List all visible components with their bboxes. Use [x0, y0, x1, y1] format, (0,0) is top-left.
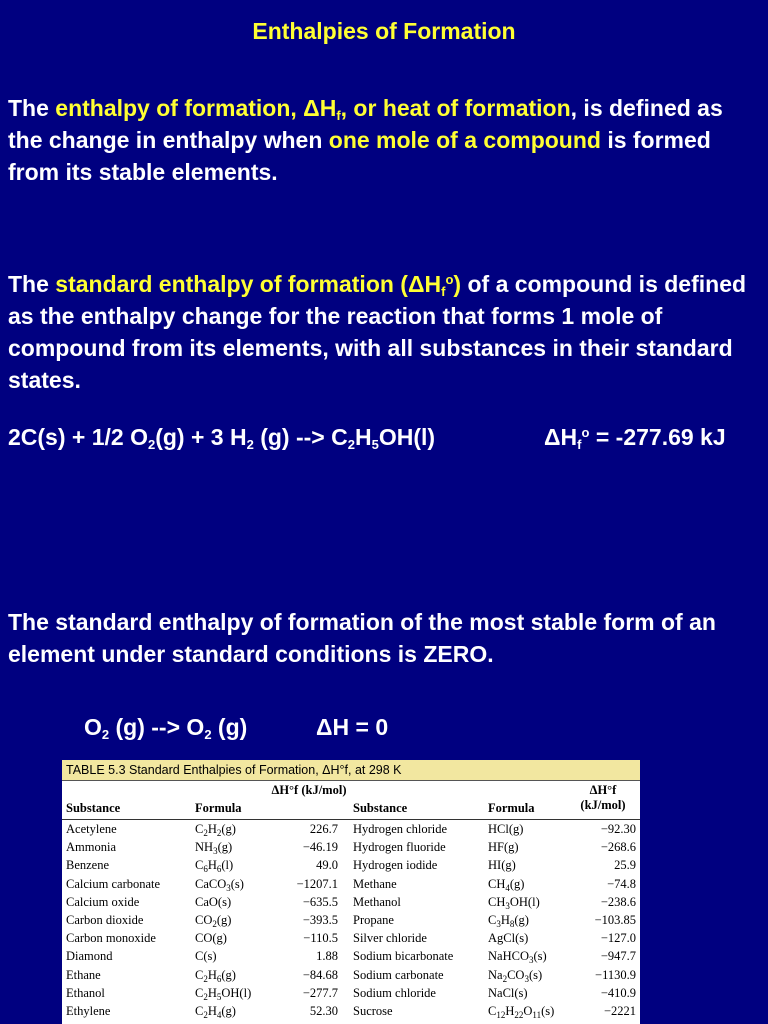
table-cell: −74.8	[607, 876, 636, 891]
table-row	[62, 966, 640, 984]
table-cell: $Na_2CO_3(s)$	[488, 967, 543, 984]
table-cell: 25.9	[614, 858, 636, 873]
highlight-term: enthalpy of formation, $\Delta H_f$, or heat of formation	[55, 95, 571, 123]
table-cell: −268.6	[600, 840, 636, 855]
table-row	[62, 929, 640, 947]
table-cell: −46.19	[302, 840, 338, 855]
table-cell: $CH_3OH(l)$	[488, 894, 540, 911]
table-row	[62, 893, 640, 911]
table-cell: −1207.1	[296, 876, 338, 891]
table-cell: Carbon monoxide	[66, 931, 156, 946]
table-cell: −277.7	[302, 985, 338, 1000]
table-row	[62, 911, 640, 929]
highlight-standard-term: standard enthalpy of formation $(\Delta H_f^o)$	[55, 271, 462, 299]
table-cell: Ethane	[66, 967, 101, 982]
table-cell: $C_{12}H_{22}O_{11}(s)$	[488, 1003, 555, 1020]
header-substance-1: Substance	[66, 801, 121, 815]
table-row	[62, 1002, 640, 1020]
table-cell: Methane	[353, 876, 397, 891]
table-cell: Calcium carbonate	[66, 876, 161, 891]
table-row	[62, 838, 640, 856]
table-cell: Diamond	[66, 949, 113, 964]
table-cell: CaCO$_3$(s)	[195, 876, 244, 893]
table-cell: Acetylene	[66, 822, 117, 836]
table-cell: $NH_3(g)$	[195, 840, 233, 857]
table-caption: TABLE 5.3 Standard Enthalpies of Formation, ΔH°f, at 298 K	[62, 760, 640, 781]
header-formula-2: Formula	[488, 801, 535, 815]
table-cell: CO(g)	[195, 931, 227, 946]
header-dh-1: ΔH°f (kJ/mol)	[271, 783, 347, 797]
table-cell: Sucrose	[353, 1003, 393, 1018]
standard-enthalpy-definition: The standard enthalpy of formation $(\Delta H_f^o)$ of a compound is defined as the enthalpy change for the reaction that forms 1 mole of compound from its elements, with all substances in their standard states.	[8, 271, 747, 393]
table-cell: −127.0	[600, 931, 636, 946]
table-cell: −103.85	[594, 912, 636, 927]
table-cell: Ammonia	[66, 840, 116, 855]
header-formula-1: Formula	[195, 801, 242, 815]
table-cell: Propane	[353, 912, 394, 927]
zero-enthalpy-statement: The standard enthalpy of formation of the most stable form of an element under standard conditions is ZERO.	[8, 609, 716, 667]
table-cell: −635.5	[302, 894, 338, 909]
table-cell: $C_2H_4(g)$	[195, 1003, 236, 1020]
table-cell: −238.6	[600, 894, 636, 909]
table-cell: HCl(g)	[488, 822, 524, 836]
oxygen-enthalpy-value: ΔH = 0	[316, 714, 389, 740]
table-cell: Ethylene	[66, 1003, 111, 1018]
table-cell: HI(g)	[488, 858, 516, 873]
table-cell: Methanol	[353, 894, 401, 909]
enthalpy-table	[62, 760, 640, 1024]
table-cell: −393.5	[302, 912, 338, 927]
table-cell: $C_6H_6(l)$	[195, 858, 234, 875]
table-cell: C(s)	[195, 949, 217, 964]
table-cell: Hydrogen iodide	[353, 858, 438, 873]
table-cell: 52.30	[309, 1003, 338, 1018]
header-substance-2: Substance	[353, 801, 408, 815]
header-dh-2: ΔH°f (kJ/mol)	[580, 783, 626, 812]
table-cell: Hydrogen chloride	[353, 822, 448, 836]
table-cell: $C_2H_2(g)$	[195, 822, 236, 838]
table-cell: −2221	[603, 1003, 636, 1018]
table-cell: Carbon dioxide	[66, 912, 144, 927]
table-cell: Silver chloride	[353, 931, 427, 946]
table-cell: Sodium chloride	[353, 985, 436, 1000]
table-cell: Ethanol	[66, 985, 105, 1000]
table-cell: $CO_2(g)$	[195, 912, 232, 929]
slide-title: Enthalpies of Formation	[252, 18, 516, 44]
table-cell: 49.0	[316, 858, 338, 873]
table-cell: −947.7	[600, 949, 636, 964]
table-cell: HF(g)	[488, 840, 519, 855]
table-cell: Benzene	[66, 858, 110, 873]
highlight-one-mole: one mole of a compound	[328, 127, 601, 153]
table-cell: $C_3H_8(g)$	[488, 912, 529, 929]
table-cell: −92.30	[600, 822, 636, 836]
table-cell: NaHCO$_3$(s)	[488, 949, 547, 966]
table-row	[62, 856, 640, 874]
table-header	[62, 781, 640, 820]
table-cell: Sodium carbonate	[353, 967, 444, 982]
table-cell: NaCl(s)	[488, 985, 528, 1000]
table-cell: −84.68	[302, 967, 338, 982]
table-cell: Hydrogen fluoride	[353, 840, 446, 855]
table-row	[62, 947, 640, 965]
table-cell: CaO(s)	[195, 894, 232, 909]
table-row	[62, 984, 640, 1002]
table-cell: AgCl(s)	[488, 931, 529, 946]
table-cell: $CH_4(g)$	[488, 876, 525, 893]
table-cell: Sodium bicarbonate	[353, 949, 454, 964]
table-cell: $C_2H_5OH(l)$	[195, 985, 252, 1002]
table-cell: 226.7	[309, 822, 338, 836]
table-row	[62, 875, 640, 893]
oxygen-equation: $O_2$ (g) --> $O_2$ (g)	[84, 714, 248, 742]
table-cell: Calcium oxide	[66, 894, 140, 909]
table-cell: $C_2H_6(g)$	[195, 967, 236, 984]
table-cell: −110.5	[303, 931, 338, 946]
enthalpy-of-formation-definition: The enthalpy of formation, $\Delta H_f$, or heat of formation, is defined as the change in enthalpy when one mole of a compound is formed from its stable elements.	[8, 95, 723, 185]
table-body	[62, 820, 640, 1020]
table-cell: 1.88	[316, 949, 338, 964]
table-row	[62, 820, 640, 838]
ethanol-enthalpy-value: $\Delta H_f^o = -277.69$ kJ	[544, 424, 726, 452]
ethanol-formation-equation: 2C(s) + 1/2 $O_2(g) + 3$ $H_2$ (g) --> $C_2H_5OH(l)$	[8, 424, 436, 452]
table-cell: −1130.9	[595, 967, 636, 982]
table-cell: −410.9	[600, 985, 636, 1000]
